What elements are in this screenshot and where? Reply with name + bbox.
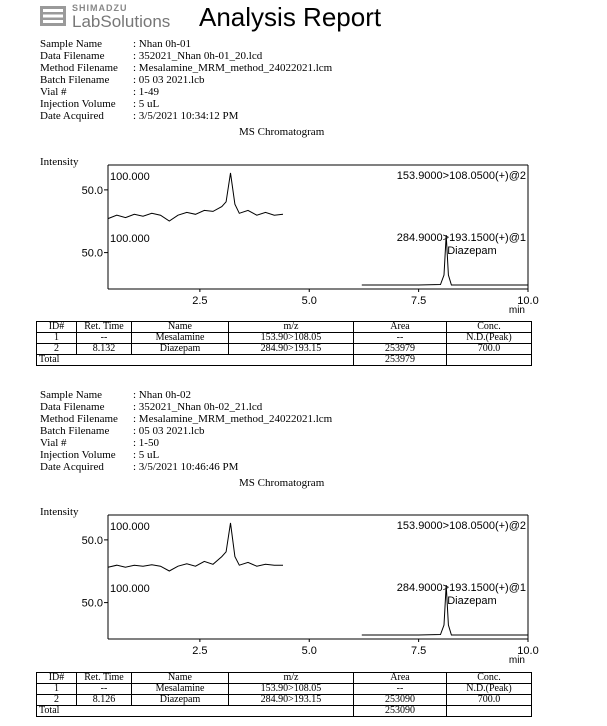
cell: 253090	[354, 695, 447, 706]
cell: Mesalamine	[132, 684, 229, 695]
meta-key: Vial #	[40, 86, 67, 98]
brand-small-text: SHIMADZU	[72, 3, 128, 13]
cell	[447, 355, 532, 366]
meta-row	[40, 110, 332, 122]
x-tick-label: 10.0	[517, 645, 539, 657]
x-axis-unit: min	[508, 655, 525, 666]
cell: --	[354, 684, 447, 695]
col-header: m/z	[229, 322, 354, 333]
y-tick-label: 50.0	[81, 247, 103, 260]
x-axis-unit: min	[508, 305, 525, 316]
y-tick-label: 50.0	[81, 534, 103, 547]
ms-chromatogram-chart	[75, 165, 539, 316]
col-header: ID#	[37, 322, 77, 333]
total-area: 253090	[354, 706, 447, 717]
sample-1-meta	[40, 38, 332, 122]
total-area: 253979	[354, 355, 447, 366]
cell: 700.0	[447, 695, 532, 706]
meta-row	[40, 62, 332, 74]
y-tick-label: 50.0	[81, 184, 103, 197]
cell: Diazepam	[132, 344, 229, 355]
y-axis-label: Intensity	[40, 506, 79, 518]
col-header: ID#	[37, 673, 77, 684]
shimadzu-logo-icon	[40, 6, 66, 26]
peak-value-label: 100.000	[110, 583, 150, 595]
col-header: Area	[354, 673, 447, 684]
meta-value: : 5 uL	[133, 98, 160, 110]
meta-key: Method Filename	[40, 62, 118, 74]
meta-row	[40, 86, 332, 98]
meta-key: Batch Filename	[40, 425, 110, 437]
series-label: 284.9000>193.1500(+)@1	[396, 232, 526, 244]
table-header-row	[37, 673, 532, 684]
meta-row	[40, 389, 332, 401]
meta-key: Injection Volume	[40, 98, 116, 110]
peak-value-label: 100.000	[110, 171, 150, 183]
meta-value: : 3/5/2021 10:46:46 PM	[133, 461, 239, 473]
col-header: Ret. Time	[77, 673, 132, 684]
cell: 2	[37, 695, 77, 706]
page-title: Analysis Report	[199, 2, 382, 32]
meta-row	[40, 461, 332, 473]
y-tick-label: 50.0	[81, 597, 103, 610]
meta-value: : 05 03 2021.lcb	[133, 425, 205, 437]
meta-value: : 1-50	[133, 437, 159, 449]
cell: Mesalamine	[132, 333, 229, 344]
meta-row	[40, 437, 332, 449]
cell: 284.90>193.15	[229, 695, 354, 706]
meta-value: : Nhan 0h-02	[133, 389, 192, 401]
x-tick-label: 2.5	[192, 645, 208, 657]
meta-value: : Mesalamine_MRM_method_24022021.lcm	[133, 413, 333, 425]
x-tick-label: 2.5	[192, 295, 208, 307]
cell: --	[77, 684, 132, 695]
cell: 700.0	[447, 344, 532, 355]
x-tick-label: 7.5	[410, 645, 427, 657]
meta-row	[40, 38, 332, 50]
cell: 8.132	[77, 344, 132, 355]
cell: 153.90>108.05	[229, 333, 354, 344]
brand-name: LabSolutions	[72, 12, 171, 31]
cell: N.D.(Peak)	[447, 684, 532, 695]
meta-key: Data Filename	[40, 401, 105, 413]
results-table	[36, 321, 532, 366]
table-row	[37, 684, 532, 695]
meta-key: Data Filename	[40, 50, 105, 62]
meta-row	[40, 401, 332, 413]
x-tick-label: 10.0	[517, 295, 539, 307]
meta-row	[40, 50, 332, 62]
meta-value: : 352021_Nhan 0h-01_20.lcd	[133, 50, 263, 62]
peak-compound-label: Diazepam	[447, 245, 497, 257]
col-header: Area	[354, 322, 447, 333]
sample-2-meta	[40, 389, 332, 473]
peak-compound-label: Diazepam	[447, 595, 497, 607]
table-row	[37, 344, 532, 355]
table-header-row	[37, 322, 532, 333]
meta-key: Injection Volume	[40, 449, 116, 461]
cell: --	[77, 333, 132, 344]
cell: 2	[37, 344, 77, 355]
ms-chromatogram-chart	[75, 515, 539, 666]
col-header: Ret. Time	[77, 322, 132, 333]
chart-title: MS Chromatogram	[239, 126, 325, 138]
table-row	[37, 695, 532, 706]
total-label: Total	[37, 355, 354, 366]
meta-row	[40, 74, 332, 86]
col-header: Name	[132, 322, 229, 333]
cell: 1	[37, 684, 77, 695]
col-header: m/z	[229, 673, 354, 684]
series-label: 153.9000>108.0500(+)@2	[396, 170, 526, 182]
meta-key: Vial #	[40, 437, 67, 449]
cell: 1	[37, 333, 77, 344]
col-header: Name	[132, 673, 229, 684]
peak-value-label: 100.000	[110, 233, 150, 245]
col-header: Conc.	[447, 673, 532, 684]
cell: 8.126	[77, 695, 132, 706]
col-header: Conc.	[447, 322, 532, 333]
series-label: 284.9000>193.1500(+)@1	[396, 582, 526, 594]
cell: N.D.(Peak)	[447, 333, 532, 344]
meta-key: Method Filename	[40, 413, 118, 425]
meta-value: : Nhan 0h-01	[133, 38, 192, 50]
meta-value: : 5 uL	[133, 449, 160, 461]
meta-row	[40, 449, 332, 461]
meta-value: : Mesalamine_MRM_method_24022021.lcm	[133, 62, 333, 74]
meta-value: : 3/5/2021 10:34:12 PM	[133, 110, 239, 122]
meta-row	[40, 413, 332, 425]
meta-key: Sample Name	[40, 389, 103, 401]
meta-row	[40, 425, 332, 437]
cell: --	[354, 333, 447, 344]
total-label: Total	[37, 706, 354, 717]
x-tick-label: 5.0	[301, 295, 317, 307]
peak-value-label: 100.000	[110, 521, 150, 533]
x-tick-label: 7.5	[410, 295, 427, 307]
meta-value: : 352021_Nhan 0h-02_21.lcd	[133, 401, 263, 413]
meta-value: : 1-49	[133, 86, 159, 98]
meta-key: Date Acquired	[40, 461, 104, 473]
meta-row	[40, 98, 332, 110]
x-tick-label: 5.0	[301, 645, 317, 657]
cell: 284.90>193.15	[229, 344, 354, 355]
series-label: 153.9000>108.0500(+)@2	[396, 520, 526, 532]
table-total-row	[37, 706, 532, 717]
cell	[447, 706, 532, 717]
meta-key: Batch Filename	[40, 74, 110, 86]
cell: 153.90>108.05	[229, 684, 354, 695]
meta-key: Date Acquired	[40, 110, 104, 122]
cell: 253979	[354, 344, 447, 355]
table-total-row	[37, 355, 532, 366]
results-table	[36, 672, 532, 717]
cell: Diazepam	[132, 695, 229, 706]
table-row	[37, 333, 532, 344]
y-axis-label: Intensity	[40, 156, 79, 168]
chart-title: MS Chromatogram	[239, 477, 325, 489]
meta-key: Sample Name	[40, 38, 103, 50]
meta-value: : 05 03 2021.lcb	[133, 74, 205, 86]
